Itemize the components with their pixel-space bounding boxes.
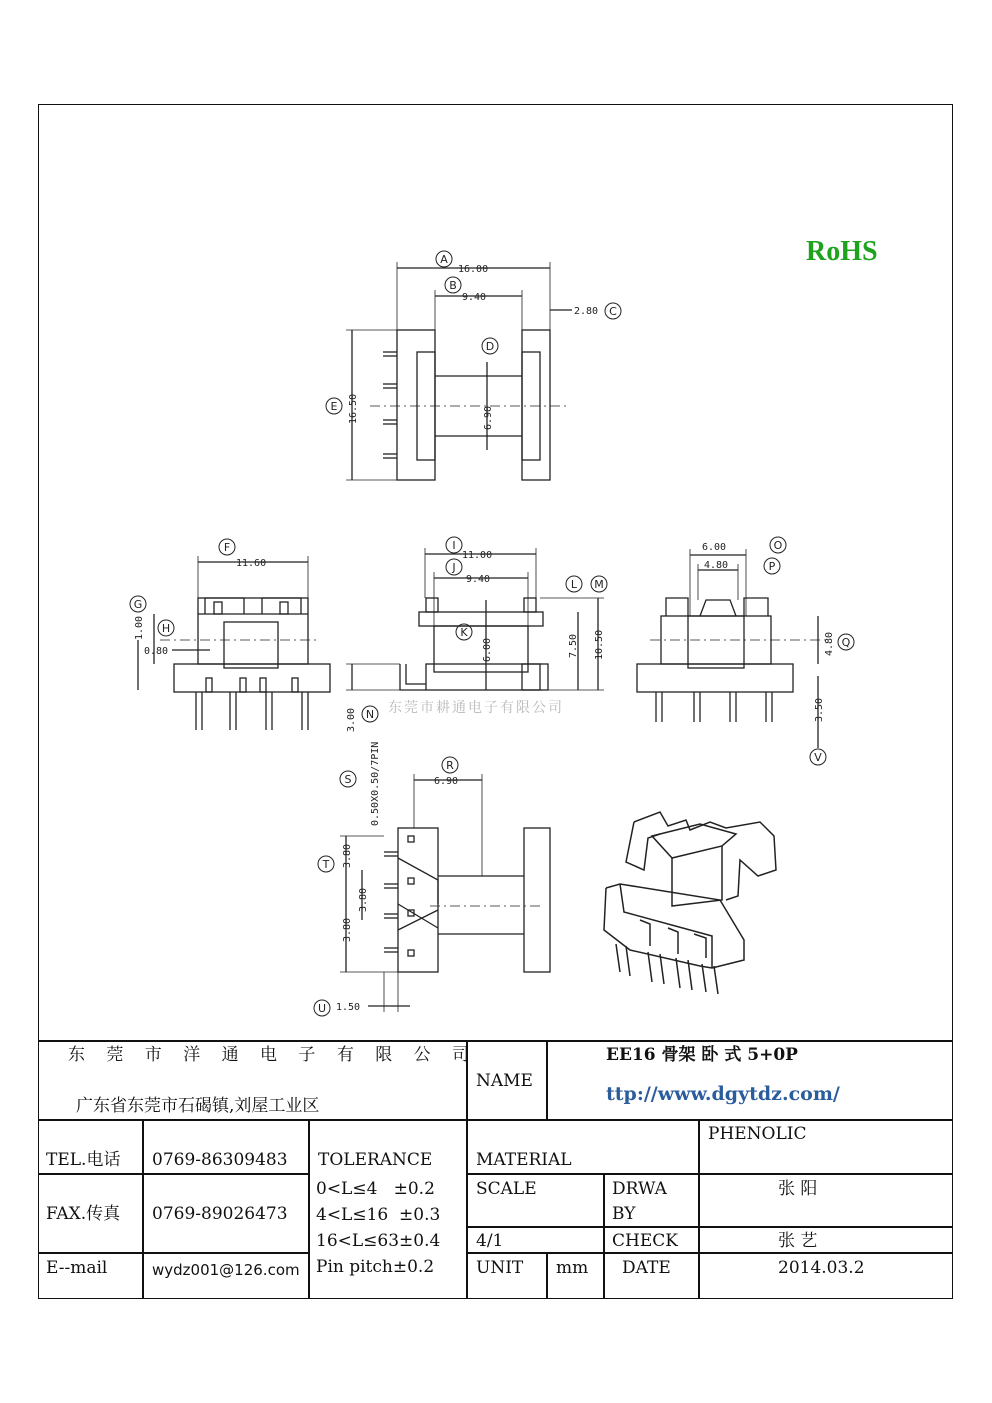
tb-line [38, 1119, 953, 1121]
tolerance-row-1: 0<L≤4 ±0.2 [316, 1179, 435, 1199]
fax-label: FAX.传真 [46, 1204, 121, 1224]
dim-j: 9.40 [466, 574, 491, 585]
scale-label: SCALE [476, 1179, 537, 1199]
tolerance-label: TOLERANCE [318, 1150, 433, 1170]
check-label: CHECK [612, 1231, 678, 1251]
check-value: 张 艺 [778, 1231, 818, 1251]
company-name: 东 莞 市 洋 通 电 子 有 限 公 司 [68, 1045, 478, 1065]
dim-b: 9.40 [462, 292, 487, 303]
label-q: Q [841, 636, 851, 649]
dim-u: 1.50 [336, 1002, 361, 1013]
tb-line [603, 1173, 605, 1299]
scale-value: 4/1 [476, 1231, 504, 1251]
dim-t1: 3.80 [342, 843, 353, 868]
dim-s: 0.50X0.50/7PIN [370, 741, 381, 826]
label-m: M [594, 578, 604, 591]
label-d: D [485, 340, 495, 353]
top-view [346, 262, 572, 480]
label-n: N [365, 708, 375, 721]
tel-value: 0769-86309483 [152, 1150, 288, 1170]
dim-t3: 3.80 [342, 917, 353, 942]
date-value: 2014.03.2 [778, 1258, 865, 1278]
email-value[interactable]: wydz001@126.com [152, 1261, 300, 1279]
website-link[interactable]: ttp://www.dgytdz.com/ [606, 1083, 840, 1105]
rohs-mark: RoHS [806, 236, 878, 267]
dim-d: 6.90 [483, 405, 494, 430]
dim-r: 6.90 [434, 776, 459, 787]
tolerance-row-4: Pin pitch±0.2 [316, 1257, 435, 1277]
dim-i: 11.00 [462, 550, 493, 561]
tb-line [466, 1226, 953, 1228]
unit-value: mm [556, 1258, 589, 1278]
part-name: EE16 骨架 卧 式 5+0P [606, 1045, 798, 1065]
dim-k: 6.00 [482, 637, 493, 662]
dim-t2: 3.80 [358, 887, 369, 912]
middle-view [346, 548, 604, 690]
tb-line [38, 1252, 308, 1254]
isometric-view [604, 812, 776, 994]
label-p: P [768, 560, 776, 573]
tolerance-row-2: 4<L≤16 ±0.3 [316, 1205, 441, 1225]
label-b: B [449, 279, 457, 292]
dim-n: 3.00 [346, 707, 357, 732]
right-view [637, 549, 830, 748]
material-value: PHENOLIC [708, 1124, 807, 1144]
label-e: E [330, 400, 338, 413]
tb-line [308, 1119, 310, 1299]
tb-line [546, 1252, 548, 1299]
dim-g: 1.00 [134, 615, 145, 640]
label-j: J [452, 561, 456, 574]
dim-l: 7.50 [568, 633, 579, 658]
label-v: V [814, 751, 822, 764]
tb-line [466, 1252, 953, 1254]
label-f: F [223, 541, 231, 554]
tb-line [466, 1173, 698, 1175]
tb-line [698, 1173, 953, 1175]
dim-h: 0.80 [144, 646, 169, 657]
dim-a: 16.00 [458, 264, 489, 275]
label-s: S [344, 773, 352, 786]
email-label: E--mail [46, 1258, 108, 1278]
company-address: 广东省东莞市石碣镇,刘屋工业区 [76, 1096, 320, 1116]
tb-line [698, 1119, 700, 1299]
unit-label: UNIT [476, 1258, 524, 1278]
watermark-text: 东莞市耕通电子有限公司 [388, 700, 564, 716]
dim-o: 6.00 [702, 542, 727, 553]
label-o: O [773, 539, 783, 552]
material-label: MATERIAL [476, 1150, 572, 1170]
label-k: K [460, 626, 468, 639]
label-l: L [570, 578, 578, 591]
dim-m: 10.50 [594, 629, 605, 660]
label-r: R [446, 759, 454, 772]
tolerance-row-3: 16<L≤63±0.4 [316, 1231, 441, 1251]
tb-line [38, 1173, 308, 1175]
dim-v: 3.50 [814, 697, 825, 722]
label-i: I [452, 539, 456, 552]
dim-p: 4.80 [704, 560, 729, 571]
dim-q: 4.80 [824, 631, 835, 656]
tb-line [466, 1040, 468, 1299]
label-a: A [440, 253, 448, 266]
label-c: C [609, 305, 617, 318]
label-h: H [161, 622, 171, 635]
drawn-label-line-1: DRWA [612, 1179, 667, 1199]
label-circles [130, 251, 854, 1016]
dim-c: 2.80 [574, 306, 599, 317]
tel-label: TEL.电话 [46, 1150, 121, 1170]
label-u: U [317, 1002, 327, 1015]
date-label: DATE [622, 1258, 671, 1278]
left-view [138, 556, 330, 730]
drawn-label-line-2: BY [612, 1204, 636, 1224]
tb-line [546, 1040, 548, 1120]
label-t: T [322, 858, 330, 871]
tb-line [142, 1119, 144, 1299]
fax-value: 0769-89026473 [152, 1204, 288, 1224]
tb-line [38, 1040, 953, 1042]
drawn-by-value: 张 阳 [778, 1179, 818, 1199]
label-g: G [133, 598, 143, 611]
dim-f: 11.60 [236, 558, 267, 569]
name-label: NAME [476, 1071, 533, 1091]
dim-e: 16.50 [348, 393, 359, 424]
